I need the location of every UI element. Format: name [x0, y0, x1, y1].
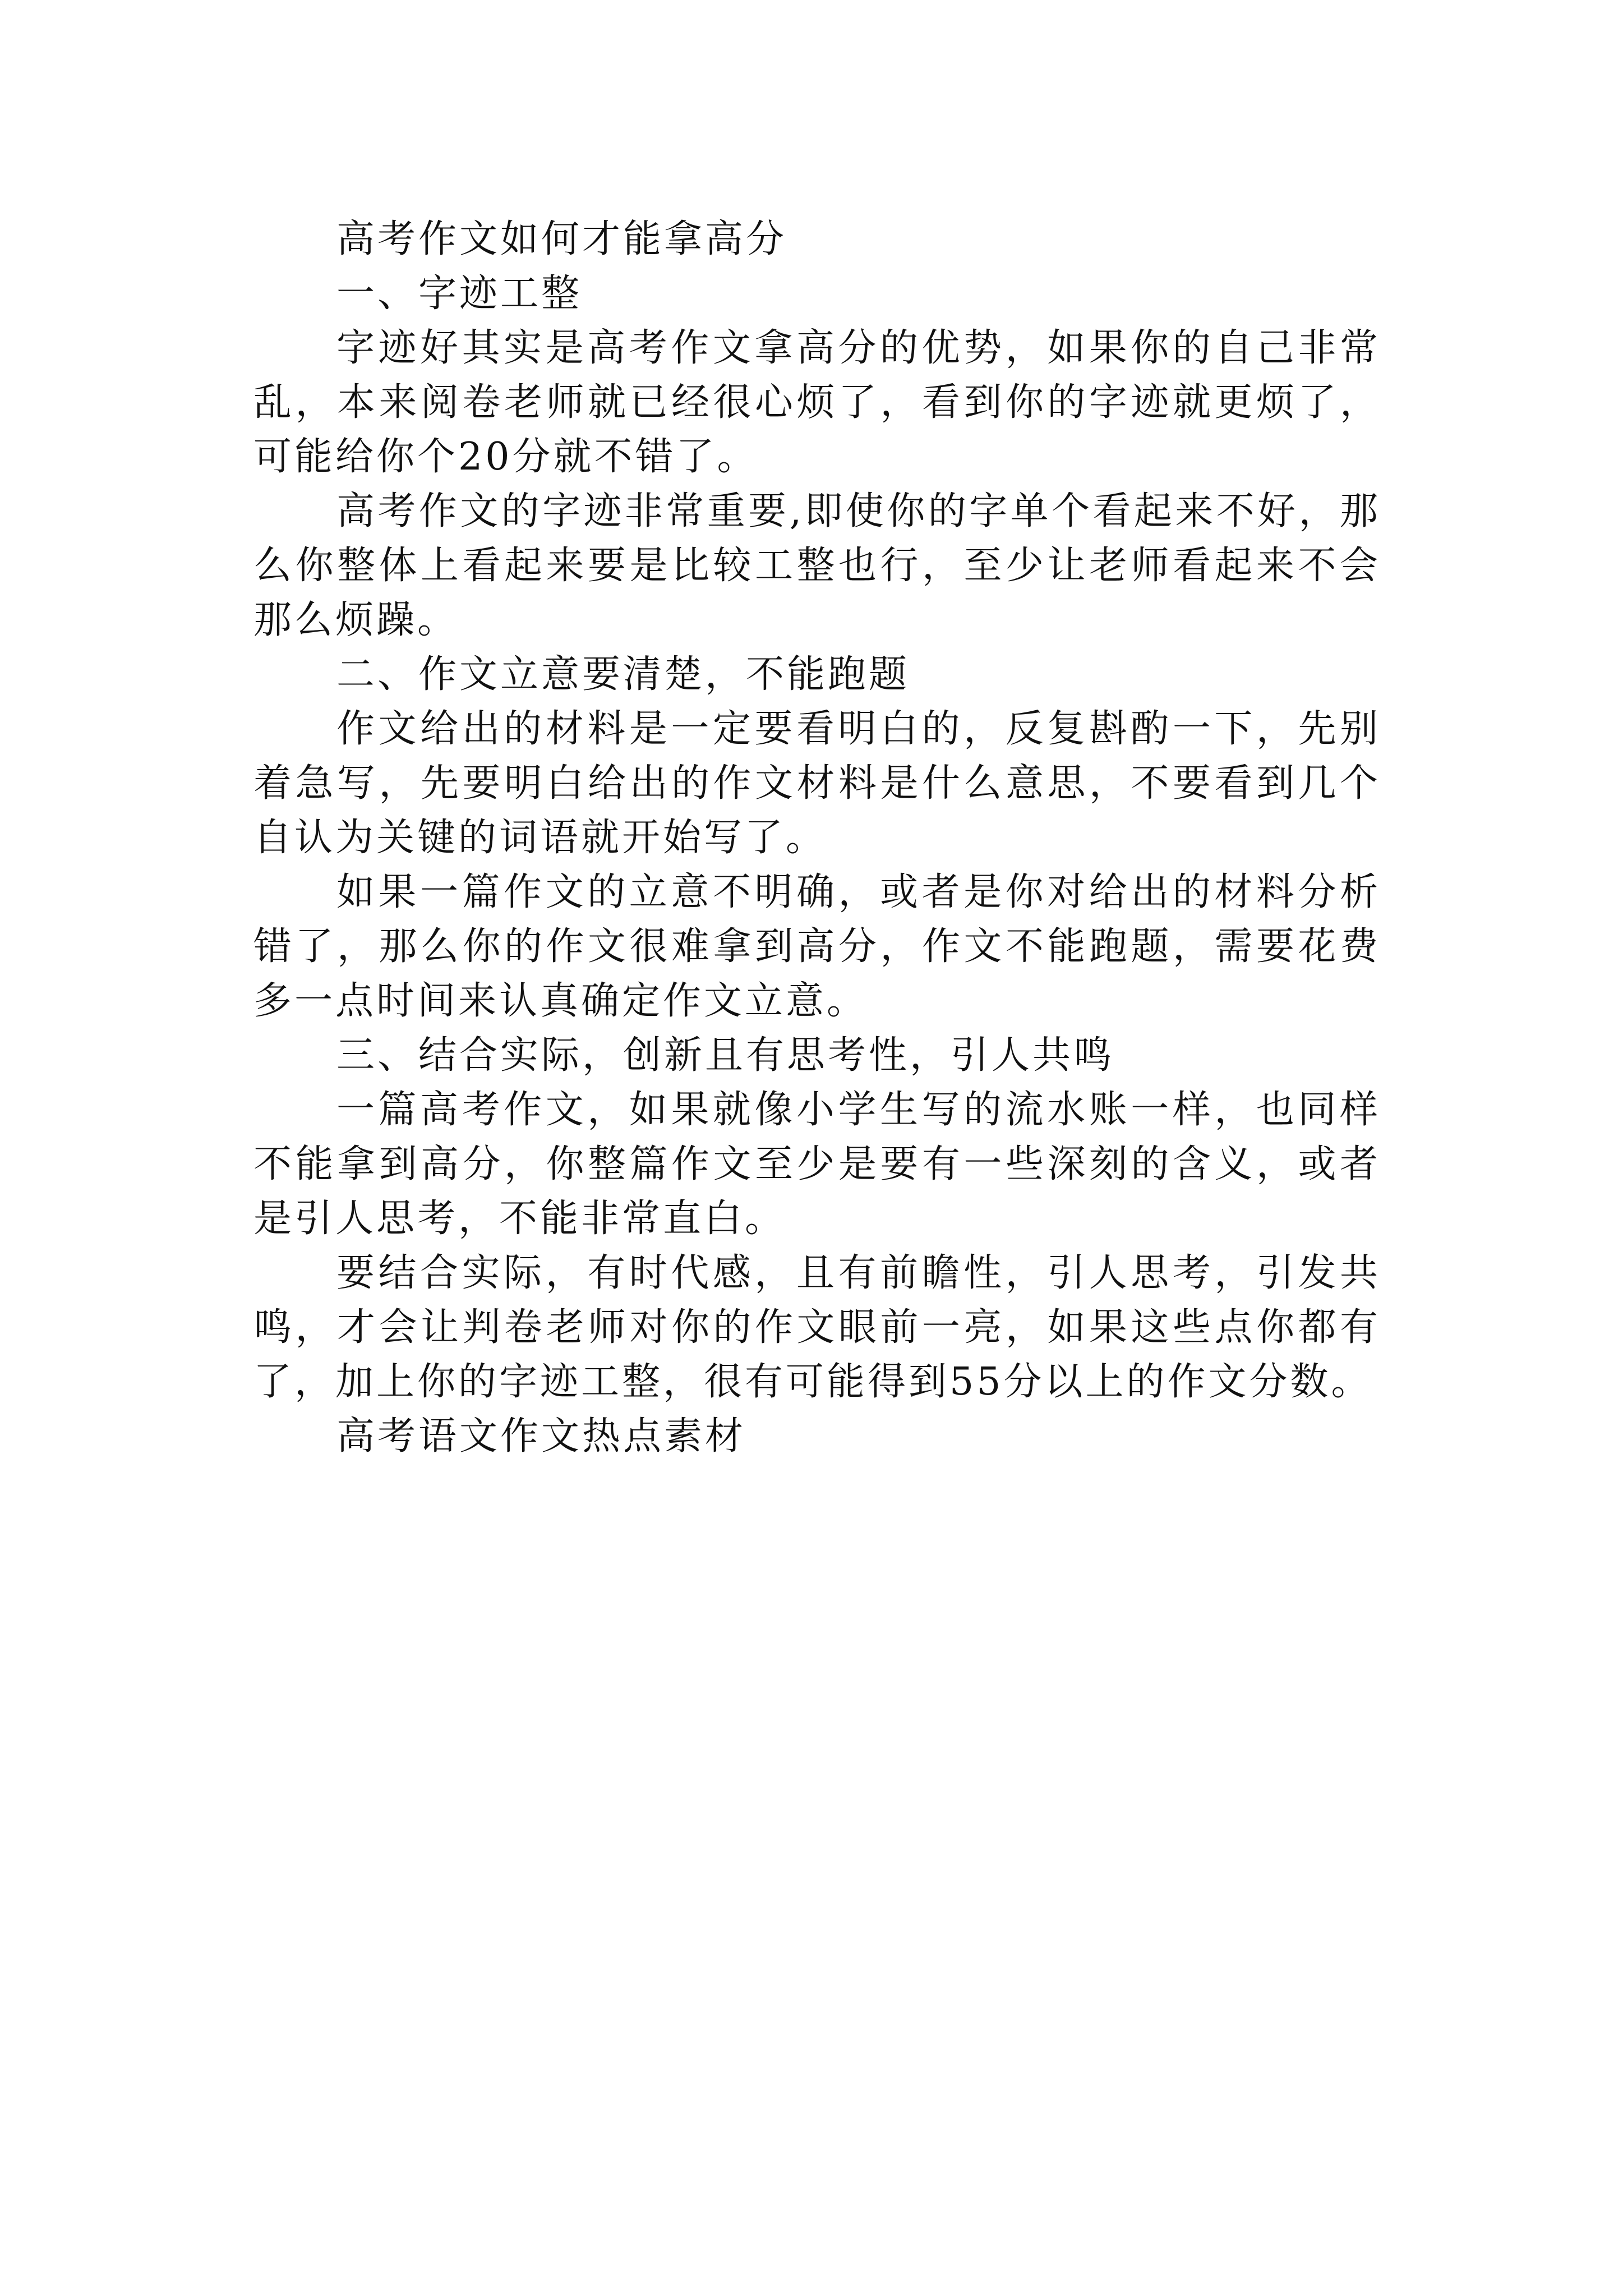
paragraph: 如果一篇作文的立意不明确，或者是你对给出的材料分析错了，那么你的作文很难拿到高分，作文不能跑题，需要花费多一点时间来认真确定作文立意。: [253, 870, 1381, 1023]
document-body: [253, 212, 1381, 1464]
paragraph: 要结合实际，有时代感，且有前瞻性，引人思考，引发共鸣，才会让判卷老师对你的作文眼前一亮，如果这些点你都有了，加上你的字迹工整，很有可能得到55分以上的作文分数。: [253, 1251, 1381, 1404]
document-title: 高考作文如何才能拿高分: [336, 217, 787, 261]
paragraph: 字迹好其实是高考作文拿高分的优势，如果你的自己非常乱，本来阅卷老师就已经很心烦了，看到你的字迹就更烦了，可能给你个20分就不错了。: [253, 326, 1381, 479]
section-heading-1: 一、字迹工整: [336, 272, 583, 316]
section-heading-4: 高考语文作文热点素材: [336, 1414, 746, 1458]
paragraph: 一篇高考作文，如果就像小学生写的流水账一样，也同样不能拿到高分，你整篇作文至少是要有一些深刻的含义，或者是引人思考，不能非常直白。: [253, 1088, 1381, 1241]
paragraph: 高考作文的字迹非常重要,即使你的字单个看起来不好，那么你整体上看起来要是比较工整也行，至少让老师看起来不会那么烦躁。: [253, 489, 1381, 642]
section-heading-2: 二、作文立意要清楚，不能跑题: [336, 652, 910, 697]
paragraph: 作文给出的材料是一定要看明白的，反复斟酌一下，先别着急写，先要明白给出的作文材料是什么意思，不要看到几个自认为关键的词语就开始写了。: [253, 707, 1381, 860]
section-heading-3: 三、结合实际，创新且有思考性，引人共鸣: [336, 1033, 1115, 1078]
